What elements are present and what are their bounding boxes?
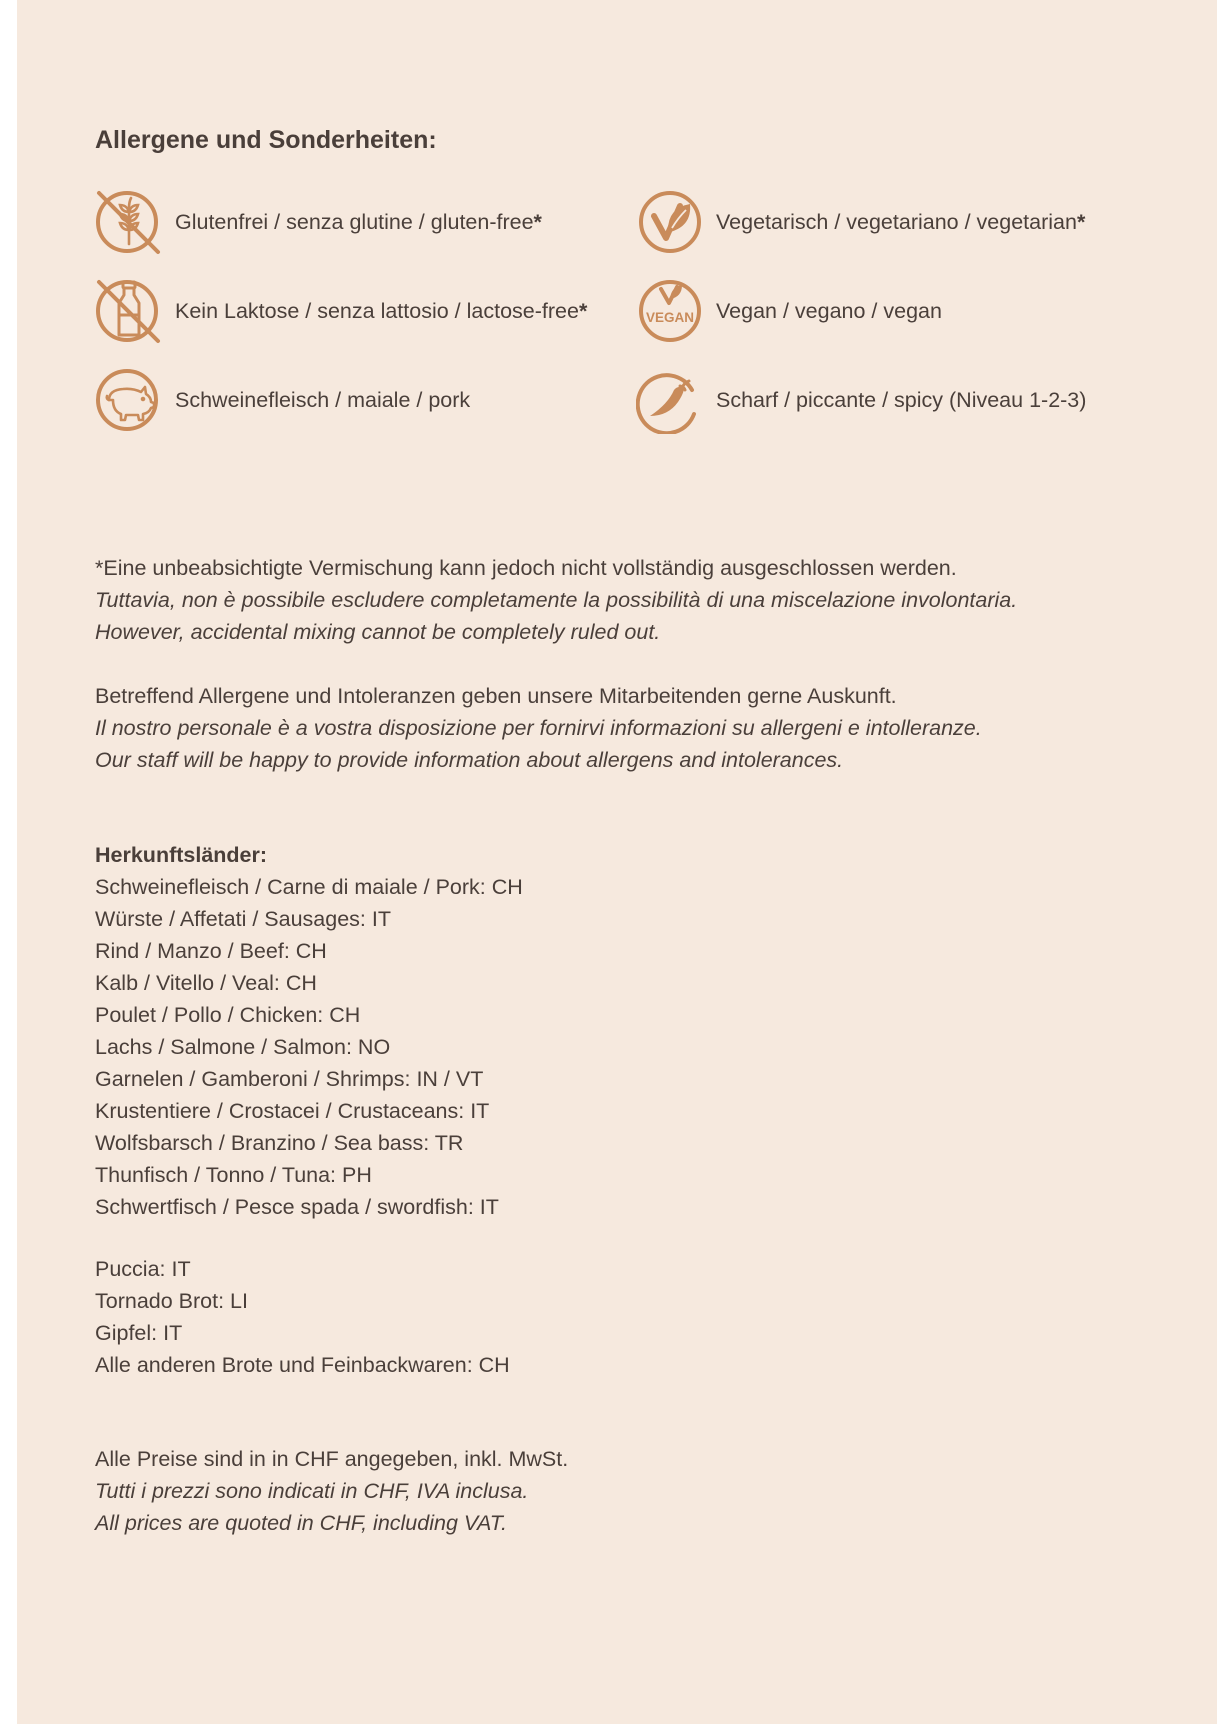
origin-item: Garnelen / Gamberoni / Shrimps: IN / VT (95, 1067, 484, 1091)
legend-pork (95, 365, 470, 435)
origin-item: Puccia: IT (95, 1257, 191, 1281)
info-it: Il nostro personale è a vostra disposizione per fornirvi informazioni su allergeni e intolleranze. (95, 716, 982, 740)
pork-icon (95, 366, 163, 434)
legend-label: Vegan / vegano / vegan (716, 298, 942, 323)
origin-item: Alle anderen Brote und Feinbackwaren: CH (95, 1353, 510, 1377)
allergens-heading: Allergene und Sonderheiten: (95, 126, 437, 154)
origin-item: Würste / Affetati / Sausages: IT (95, 907, 391, 931)
legend-vegan (636, 276, 942, 346)
origin-item: Lachs / Salmone / Salmon: NO (95, 1035, 391, 1059)
prices-en: All prices are quoted in CHF, including VAT. (95, 1511, 507, 1535)
disclaimer-en: However, accidental mixing cannot be completely ruled out. (95, 620, 661, 644)
info-en: Our staff will be happy to provide information about allergens and intolerances. (95, 748, 844, 772)
legend-label: Glutenfrei / senza glutine / gluten-free* (175, 209, 542, 234)
legend-vegetarian (636, 187, 1085, 257)
legend-gluten-free (95, 187, 542, 257)
disclaimer-de: *Eine unbeabsichtigte Vermischung kann jedoch nicht vollständig ausgeschlossen werden. (95, 556, 957, 580)
prices-it: Tutti i prezzi sono indicati in CHF, IVA inclusa. (95, 1479, 529, 1503)
origins-block (95, 839, 523, 1223)
origin-item: Krustentiere / Crostacei / Crustaceans: IT (95, 1099, 490, 1123)
vegan-icon (636, 277, 704, 345)
info-de: Betreffend Allergene und Intoleranzen geben unsere Mitarbeitenden gerne Auskunft. (95, 684, 897, 708)
origin-item: Gipfel: IT (95, 1321, 183, 1345)
origin-item: Rind / Manzo / Beef: CH (95, 939, 327, 963)
vegan-badge-text: VEGAN (645, 310, 695, 325)
gluten-free-icon (95, 188, 163, 256)
origin-item: Schweinefleisch / Carne di maiale / Pork: CH (95, 875, 523, 899)
bread-origins-block (95, 1253, 510, 1381)
lactose-free-icon (95, 277, 163, 345)
info-block (95, 680, 982, 776)
disclaimer-it: Tuttavia, non è possibile escludere completamente la possibilità di una miscelazione involontaria. (95, 588, 1018, 612)
origins-title: Herkunftsländer: (95, 843, 268, 867)
spicy-icon (636, 366, 704, 434)
legend-label: Schweinefleisch / maiale / pork (175, 387, 471, 412)
origin-item: Poulet / Pollo / Chicken: CH (95, 1003, 361, 1027)
origin-item: Kalb / Vitello / Veal: CH (95, 971, 317, 995)
menu-page (17, 0, 1217, 1724)
origin-item: Wolfsbarsch / Branzino / Sea bass: TR (95, 1131, 464, 1155)
legend-label: Vegetarisch / vegetariano / vegetarian* (716, 209, 1086, 234)
origin-item: Tornado Brot: LI (95, 1289, 248, 1313)
legend-label: Scharf / piccante / spicy (Niveau 1-2-3) (716, 387, 1087, 412)
legend-lactose-free (95, 276, 587, 346)
prices-de: Alle Preise sind in in CHF angegeben, inkl. MwSt. (95, 1447, 569, 1471)
disclaimer-block (95, 552, 1017, 648)
prices-block (95, 1443, 568, 1539)
legend-spicy (636, 365, 1086, 435)
vegetarian-icon (636, 188, 704, 256)
legend-label: Kein Laktose / senza lattosio / lactose-free* (175, 298, 588, 323)
origin-item: Schwertfisch / Pesce spada / swordfish: IT (95, 1195, 499, 1219)
origin-item: Thunfisch / Tonno / Tuna: PH (95, 1163, 372, 1187)
